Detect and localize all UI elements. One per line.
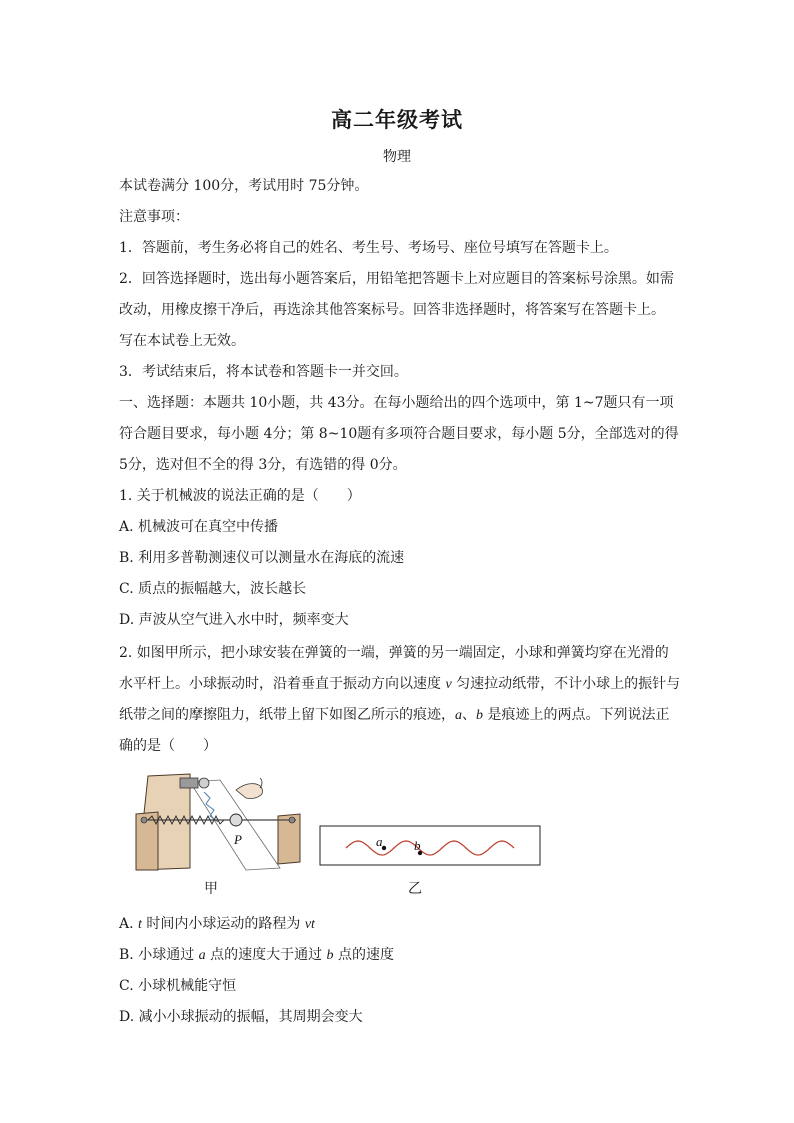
- right-support: [278, 814, 300, 864]
- question-2-figure: [128, 768, 548, 898]
- label-a: a: [376, 834, 383, 849]
- question-2-option-a: A. t 时间内小球运动的路程为 vt: [119, 916, 315, 932]
- ball-icon: [230, 814, 242, 826]
- question-2-stem-line3: 纸带之间的摩擦阻力，纸带上留下如图乙所示的痕迹，a、b 是痕迹上的两点。下列说法正: [119, 707, 670, 723]
- left-mount-icon: [141, 817, 147, 823]
- question-2-stem-line1: 2. 如图甲所示，把小球安装在弹簧的一端，弹簧的另一端固定，小球和弹簧均穿在光滑的: [119, 645, 669, 661]
- question-2-stem-line2: 水平杆上。小球振动时，沿着垂直于振动方向以速度 v 匀速拉动纸带，不计小球上的振针与: [119, 676, 681, 692]
- caption-jia: 甲: [204, 881, 218, 897]
- question-2-option-d: D. 减小小球振动的振幅，其周期会变大: [119, 1009, 363, 1025]
- section-heading-line3: 5分，选对但不全的得 3分，有选错的得 0分。: [119, 457, 407, 473]
- figure-drawing: [128, 768, 548, 898]
- question-1-option-b: B. 利用多普勒测速仪可以测量水在海底的流速: [119, 550, 405, 566]
- roller-block: [180, 778, 198, 788]
- trace-figure: [320, 826, 540, 865]
- exam-title: 高二年级考试: [331, 107, 463, 132]
- notice-item-2-line2: 改动，用橡皮擦干净后，再选涂其他答案标号。回答非选择题时，将答案写在答题卡上。: [119, 302, 665, 318]
- question-1-option-d: D. 声波从空气进入水中时，频率变大: [119, 612, 349, 628]
- section-heading-line1: 一、选择题：本题共 10小题，共 43分。在每小题给出的四个选项中，第 1~7题只有一项: [119, 395, 674, 411]
- caption-yi: 乙: [408, 881, 422, 897]
- score-info: 本试卷满分 100分，考试用时 75分钟。: [119, 178, 369, 194]
- question-2-option-c: C. 小球机械能守恒: [119, 978, 237, 994]
- notice-item-2-line1: 2．回答选择题时，选出每小题答案后，用铅笔把答题卡上对应题目的答案标号涂黑。如需: [119, 271, 674, 287]
- trace-box: [320, 826, 540, 865]
- hand-icon: [236, 784, 262, 799]
- subject-label: 物理: [383, 149, 411, 165]
- right-mount-icon: [289, 817, 295, 823]
- question-2-stem-line4: 确的是（ ）: [119, 738, 217, 754]
- question-1-option-a: A. 机械波可在真空中传播: [119, 519, 279, 535]
- notice-item-2-line3: 写在本试卷上无效。: [119, 333, 245, 349]
- question-1-stem: 1. 关于机械波的说法正确的是（ ）: [119, 488, 361, 504]
- section-heading-line2: 符合题目要求，每小题 4分；第 8~10题有多项符合题目要求，每小题 5分，全部选对的得: [119, 426, 679, 442]
- notice-item-1: 1．答题前，考生务必将自己的姓名、考生号、考场号、座位号填写在答题卡上。: [119, 240, 618, 256]
- roller-icon: [199, 778, 209, 788]
- notice-item-3: 3．考试结束后，将本试卷和答题卡一并交回。: [119, 364, 408, 380]
- question-1-option-c: C. 质点的振幅越大，波长越长: [119, 581, 307, 597]
- question-2-option-b: B. 小球通过 a 点的速度大于通过 b 点的速度: [119, 947, 394, 963]
- apparatus-figure: [136, 774, 300, 870]
- label-p: P: [234, 832, 242, 847]
- label-b: b: [414, 838, 421, 853]
- notice-title: 注意事项：: [119, 209, 189, 225]
